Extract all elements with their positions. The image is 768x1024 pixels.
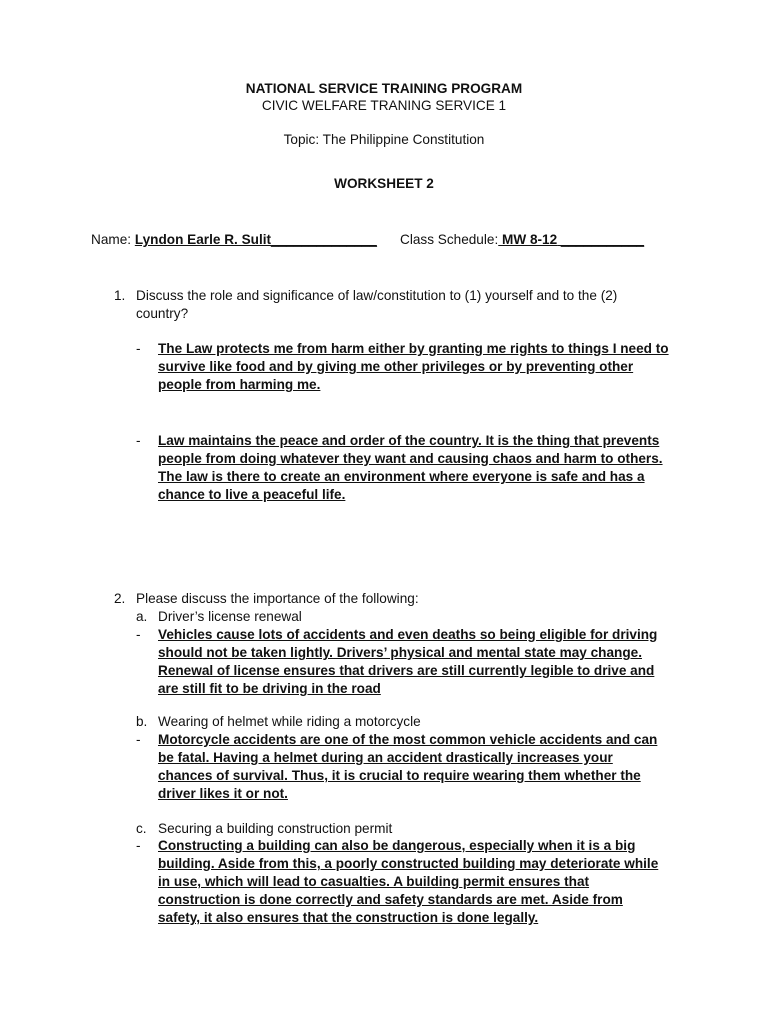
answer-line: chances of survival. Thus, it is crucial to require wearing them whether the xyxy=(158,768,641,783)
q1-number: 1. xyxy=(114,288,126,303)
answer-line: construction is done correctly and safety standards are met. Aside from xyxy=(158,892,623,907)
name-label: Name: xyxy=(91,232,132,247)
answer-dash: - xyxy=(136,838,141,853)
answer-line: people from doing whatever they want and causing chaos and harm to others. xyxy=(158,451,663,466)
item-title-helmet: Wearing of helmet while riding a motorcycle xyxy=(158,714,421,729)
answer-line: Constructing a building can also be dangerous, especially when it is a big xyxy=(158,838,636,853)
q1-answer-2 xyxy=(158,432,663,504)
program-title: NATIONAL SERVICE TRAINING PROGRAM xyxy=(245,81,523,96)
schedule-blank: ___________ xyxy=(557,232,645,247)
answer-dash: - xyxy=(136,627,141,642)
name-value: Lyndon Earle R. Sulit xyxy=(134,232,272,247)
name-blank: ______________ xyxy=(271,232,377,247)
q1-answer-1 xyxy=(158,340,669,394)
answer-line: survive like food and by giving me other privileges or by preventing other xyxy=(158,359,634,374)
item-title-license: Driver’s license renewal xyxy=(158,609,302,624)
answer-line: chance to live a peaceful life. xyxy=(158,487,346,502)
answer-line: should not be taken lightly. Drivers’ physical and mental state may change. xyxy=(158,645,642,660)
q2a-answer xyxy=(158,626,657,698)
answer-line: Renewal of license ensures that drivers are still currently legible to drive and xyxy=(158,663,655,678)
q1-line-2: country? xyxy=(136,306,189,321)
item-title-permit: Securing a building construction permit xyxy=(158,821,393,836)
answer-line: building. Aside from this, a poorly constructed building may deteriorate while xyxy=(158,856,659,871)
answer-line: The Law protects me from harm either by granting me rights to things I need to xyxy=(158,341,669,356)
q2b-answer xyxy=(158,731,657,803)
item-letter: a. xyxy=(136,609,148,624)
q2-prompt: Please discuss the importance of the following: xyxy=(136,591,419,606)
answer-line: people from harming me. xyxy=(158,377,321,392)
schedule-value: MW 8-12 xyxy=(498,232,558,247)
answer-line: safety, it also ensures that the construction is done legally. xyxy=(158,910,539,925)
name-row xyxy=(91,231,377,249)
schedule-row xyxy=(400,231,644,249)
worksheet-title: WORKSHEET 2 xyxy=(334,176,434,191)
q1-line-1: Discuss the role and significance of law/constitution to (1) yourself and to the (2) xyxy=(136,288,618,303)
item-letter: b. xyxy=(136,714,148,729)
answer-dash: - xyxy=(136,433,141,448)
item-letter: c. xyxy=(136,821,147,836)
answer-line: are still fit to be driving in the road xyxy=(158,681,381,696)
answer-dash: - xyxy=(136,341,141,356)
answer-line: The law is there to create an environment where everyone is safe and has a xyxy=(158,469,645,484)
topic-line: Topic: The Philippine Constitution xyxy=(283,132,485,147)
schedule-label: Class Schedule: xyxy=(400,232,499,247)
q2c-answer xyxy=(158,837,658,927)
answer-line: driver likes it or not. xyxy=(158,786,288,801)
q2-number: 2. xyxy=(114,591,126,606)
answer-dash: - xyxy=(136,732,141,747)
answer-line: in use, which will lead to casualties. A building permit ensures that xyxy=(158,874,590,889)
service-title: CIVIC WELFARE TRANING SERVICE 1 xyxy=(261,98,507,113)
answer-line: Law maintains the peace and order of the country. It is the thing that prevents xyxy=(158,433,660,448)
answer-line: Vehicles cause lots of accidents and even deaths so being eligible for driving xyxy=(158,627,658,642)
answer-line: Motorcycle accidents are one of the most common vehicle accidents and can xyxy=(158,732,658,747)
answer-line: be fatal. Having a helmet during an accident drastically increases your xyxy=(158,750,613,765)
